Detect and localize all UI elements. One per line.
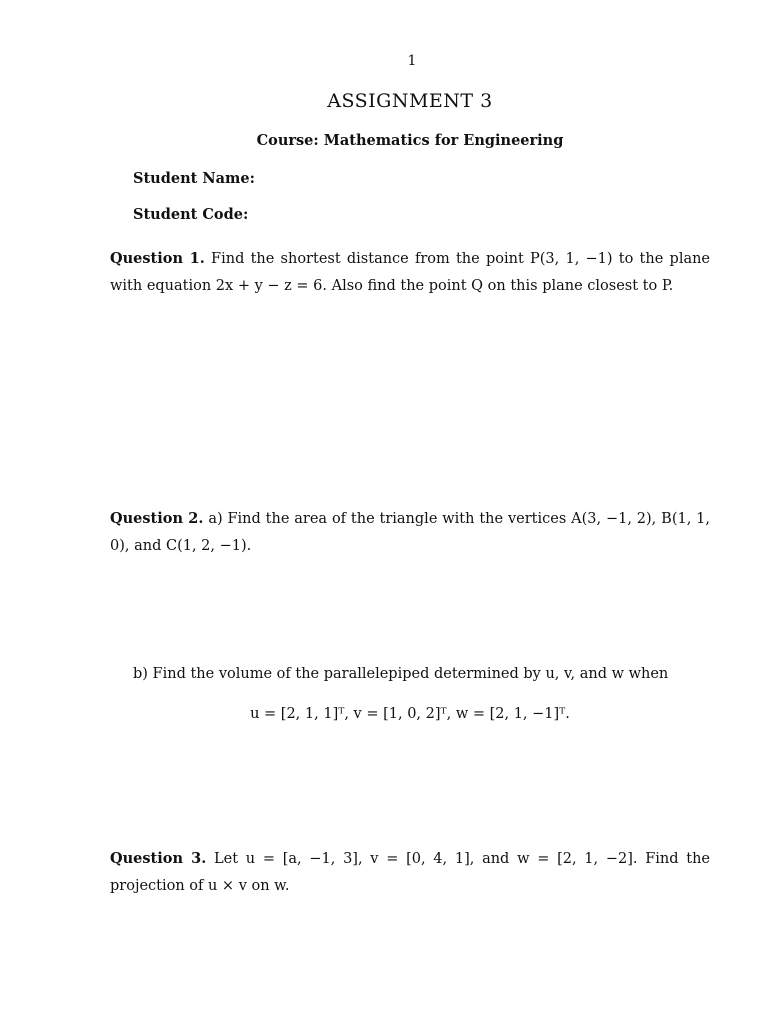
question-2-label: Question 2. xyxy=(110,510,204,527)
question-2-equation: u = [2, 1, 1]ᵀ, v = [1, 0, 2]ᵀ, w = [2, 1, −1]ᵀ. xyxy=(250,706,570,722)
page-number: 1 xyxy=(407,53,417,69)
student-name-label: Student Name: xyxy=(133,170,255,187)
question-2-part-b: b) Find the volume of the parallelepiped determined by u, v, and w when xyxy=(133,666,669,682)
student-code-label: Student Code: xyxy=(133,206,249,223)
question-3 xyxy=(110,845,710,900)
question-2 xyxy=(110,505,710,560)
question-1-text: Find the shortest distance from the point P(3, 1, −1) to the plane with equation 2x + y − z = 6. Also find the point Q on this plane closest to P. xyxy=(110,251,711,294)
question-3-text: Let u = [a, −1, 3], v = [0, 4, 1], and w = [2, 1, −2]. Find the projection of u × v on w. xyxy=(110,851,711,894)
course-line: Course: Mathematics for Engineering xyxy=(256,132,564,149)
question-1 xyxy=(110,245,710,300)
assignment-title: ASSIGNMENT 3 xyxy=(327,90,493,112)
question-3-label: Question 3. xyxy=(110,850,207,867)
question-1-label: Question 1. xyxy=(110,250,205,267)
question-2-part-a: a) Find the area of the triangle with the vertices A(3, −1, 2), B(1, 1, 0), and C(1, 2, −1). xyxy=(110,511,711,554)
